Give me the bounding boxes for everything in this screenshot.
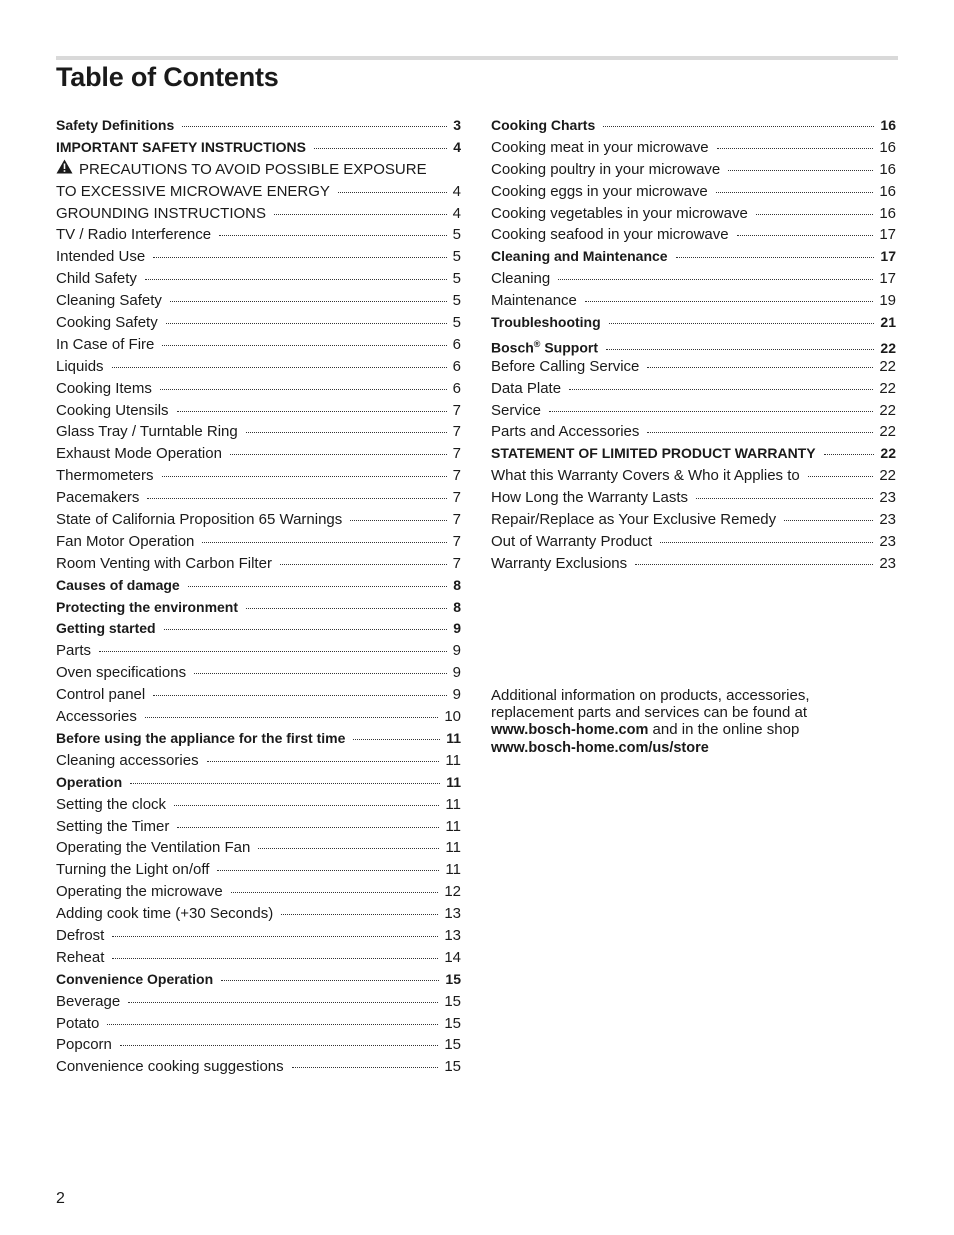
dot-leader (716, 188, 874, 193)
toc-entry-label: Defrost (56, 926, 105, 944)
toc-entry-label: Convenience Operation (56, 970, 214, 987)
dot-leader (717, 144, 874, 149)
toc-entry-label: Intended Use (56, 248, 146, 266)
dot-leader (660, 538, 873, 543)
toc-entry-page: 22 (879, 423, 896, 441)
toc-entry-child-safety[interactable] (56, 268, 461, 290)
toc-right-column (491, 115, 896, 575)
dot-leader (188, 582, 447, 587)
toc-entry-cooking-utensils[interactable] (56, 400, 461, 422)
toc-entry-label: Liquids (56, 357, 104, 375)
dot-leader (728, 166, 873, 171)
toc-entry-label: GROUNDING INSTRUCTIONS (56, 204, 266, 222)
dot-leader (153, 691, 446, 696)
toc-entry-turning-the-light-on-off[interactable] (56, 859, 461, 881)
dot-leader (221, 976, 439, 981)
toc-entry-page: 14 (444, 948, 461, 966)
dot-leader (676, 253, 875, 258)
toc-entry-cooking-items[interactable] (56, 378, 461, 400)
dot-leader (314, 144, 447, 149)
toc-entry-cooking-eggs-in-your-microwave[interactable] (491, 181, 896, 203)
toc-entry-potato[interactable] (56, 1013, 461, 1035)
toc-entry-label: Glass Tray / Turntable Ring (56, 423, 238, 441)
dot-leader (737, 231, 874, 236)
toc-entry-page: 5 (452, 270, 461, 288)
page-number: 2 (56, 1190, 65, 1207)
toc-entry-service[interactable] (491, 400, 896, 422)
dot-leader (292, 1063, 439, 1068)
toc-entry-label: Parts and Accessories (491, 423, 640, 441)
dot-leader (170, 297, 447, 302)
toc-entry-label: Protecting the environment (56, 598, 239, 615)
toc-entry-page: 5 (452, 226, 461, 244)
toc-entry-label: Safety Definitions (56, 117, 175, 133)
toc-entry-page: 22 (879, 401, 896, 419)
dot-leader (112, 954, 438, 959)
toc-entry-page: 9 (453, 620, 461, 637)
toc-entry-before-calling-service[interactable] (491, 356, 896, 378)
toc-entry-page: 22 (879, 379, 896, 397)
toc-entry-page: 19 (879, 292, 896, 310)
toc-entry-grounding-instructions[interactable] (56, 203, 461, 225)
toc-entry-label: Out of Warranty Product (491, 532, 653, 550)
toc-entry-state-of-california-proposition-65-warnings[interactable] (56, 509, 461, 531)
dot-leader (202, 538, 446, 543)
toc-entry-page: 16 (879, 138, 896, 156)
toc-entry-cleaning-accessories[interactable] (56, 750, 461, 772)
toc-entry-label: IMPORTANT SAFETY INSTRUCTIONS (56, 138, 306, 155)
toc-left-column (56, 115, 461, 1078)
toc-entry-label: Cooking Items (56, 379, 152, 397)
toc-entry-before-using-the-appliance-for-the-first-time[interactable] (56, 728, 461, 750)
top-rule (56, 56, 898, 60)
toc-entry-how-long-the-warranty-lasts[interactable] (491, 487, 896, 509)
dot-leader (107, 1020, 438, 1025)
toc-entry-label: Bosch® Support (491, 338, 598, 356)
toc-entry-page: 11 (445, 795, 461, 813)
toc-entry-page: 22 (880, 339, 896, 356)
toc-entry-label: Getting started (56, 620, 156, 637)
toc-entry-label: Causes of damage (56, 576, 180, 593)
toc-entry-label: TO EXCESSIVE MICROWAVE ENERGY (56, 182, 330, 200)
toc-entry-operating-the-microwave[interactable] (56, 881, 461, 903)
toc-entry-label: Pacemakers (56, 489, 140, 507)
dot-leader (145, 713, 438, 718)
toc-entry-page: 12 (444, 883, 461, 901)
dot-leader (635, 560, 873, 565)
toc-entry-page: 23 (879, 532, 896, 550)
toc-entry-adding-cook-time-30-seconds[interactable] (56, 903, 461, 925)
toc-entry-page: 7 (452, 467, 461, 485)
toc-entry-setting-the-timer[interactable] (56, 816, 461, 838)
toc-entry-label: Cooking poultry in your microwave (491, 160, 721, 178)
toc-entry-label: Convenience cooking suggestions (56, 1058, 284, 1076)
toc-entry-tv-radio-interference[interactable] (56, 224, 461, 246)
toc-entry-safety-definitions[interactable] (56, 115, 461, 137)
toc-entry-exhaust-mode-operation[interactable] (56, 443, 461, 465)
toc-entry-beverage[interactable] (56, 991, 461, 1013)
dot-leader (569, 385, 873, 390)
toc-entry-data-plate[interactable] (491, 378, 896, 400)
dot-leader (177, 823, 439, 828)
dot-leader (606, 345, 874, 350)
bosch-store-link[interactable]: www.bosch-home.com/us/store (491, 740, 709, 756)
page-title: Table of Contents (56, 62, 279, 92)
toc-entry-page: 17 (879, 226, 896, 244)
toc-entry-page: 4 (452, 204, 461, 222)
toc-entry-cooking-meat-in-your-microwave[interactable] (491, 137, 896, 159)
toc-entry-cleaning-safety[interactable] (56, 290, 461, 312)
toc-entry-page: 4 (453, 138, 461, 155)
dot-leader (112, 932, 438, 937)
bosch-home-link[interactable]: www.bosch-home.com (491, 722, 649, 738)
dot-leader (696, 494, 873, 499)
toc-entry-label: Before using the appliance for the first time (56, 729, 346, 746)
toc-entry-troubleshooting[interactable] (491, 312, 896, 334)
toc-entry-repair-replace-as-your-exclusive-remedy[interactable] (491, 509, 896, 531)
toc-entry-label: Fan Motor Operation (56, 532, 195, 550)
toc-entry-label: Maintenance (491, 292, 577, 310)
dot-leader (130, 779, 440, 784)
toc-entry-accessories[interactable] (56, 706, 461, 728)
toc-entry-page: 6 (452, 379, 461, 397)
toc-entry-page: 3 (453, 117, 461, 133)
toc-entry-page: 8 (453, 576, 461, 593)
toc-entry-page: 23 (879, 511, 896, 529)
toc-entry-page: 5 (452, 248, 461, 266)
toc-entry-label: Operating the Ventilation Fan (56, 839, 251, 857)
dot-leader (153, 253, 446, 258)
toc-entry-page: 5 (452, 292, 461, 310)
toc-entry-cooking-safety[interactable] (56, 312, 461, 334)
toc-entry-label: Potato (56, 1014, 100, 1032)
toc-entry-popcorn[interactable] (56, 1034, 461, 1056)
dot-leader (549, 407, 873, 412)
dot-leader (280, 560, 447, 565)
dot-leader (756, 210, 874, 215)
toc-entry-convenience-cooking-suggestions[interactable] (56, 1056, 461, 1078)
dot-leader (338, 188, 447, 193)
toc-entry-label: How Long the Warranty Lasts (491, 489, 689, 507)
toc-entry-thermometers[interactable] (56, 465, 461, 487)
toc-entry-label: Cleaning accessories (56, 751, 199, 769)
dot-leader (160, 385, 447, 390)
toc-entry-page: 16 (879, 182, 896, 200)
toc-entry-cleaning[interactable] (491, 268, 896, 290)
toc-entry-label: Turning the Light on/off (56, 861, 210, 879)
toc-entry-reheat[interactable] (56, 947, 461, 969)
toc-entry-what-this-warranty-covers-who-it-applies-to[interactable] (491, 465, 896, 487)
toc-entry-label: Accessories (56, 708, 137, 726)
toc-entry-label: Exhaust Mode Operation (56, 445, 222, 463)
toc-entry-page: 6 (452, 335, 461, 353)
toc-entry-protecting-the-environment[interactable] (56, 597, 461, 619)
dot-leader (112, 363, 447, 368)
dot-leader (145, 275, 447, 280)
toc-entry-label: Cooking meat in your microwave (491, 138, 709, 156)
dot-leader (162, 472, 447, 477)
toc-entry-page: 11 (446, 729, 461, 746)
dot-leader (164, 625, 448, 630)
toc-entry-page: 17 (879, 270, 896, 288)
toc-entry-page: 16 (880, 117, 896, 133)
dot-leader (230, 450, 447, 455)
dot-leader (647, 363, 873, 368)
toc-entry-label: Warranty Exclusions (491, 554, 628, 572)
toc-entry-liquids[interactable] (56, 356, 461, 378)
toc-entry-in-case-of-fire[interactable] (56, 334, 461, 356)
toc-entry-page: 7 (452, 532, 461, 550)
toc-entry-label: Service (491, 401, 542, 419)
toc-entry-intended-use[interactable] (56, 246, 461, 268)
toc-entry-page: 7 (452, 445, 461, 463)
toc-entry-label: Operation (56, 773, 123, 790)
dot-leader (603, 122, 874, 127)
dot-leader (182, 122, 447, 127)
toc-entry-statement-of-limited-product-warranty[interactable] (491, 443, 896, 465)
toc-entry-label: Adding cook time (+30 Seconds) (56, 905, 274, 923)
toc-entry-label: Room Venting with Carbon Filter (56, 554, 272, 572)
dot-leader (219, 231, 447, 236)
toc-entry-page: 9 (452, 686, 461, 704)
toc-entry-page: 7 (452, 423, 461, 441)
toc-entry-label: Child Safety (56, 270, 137, 288)
toc-entry-label: Before Calling Service (491, 357, 640, 375)
toc-entry-out-of-warranty-product[interactable] (491, 531, 896, 553)
toc-entry-page: 5 (452, 314, 461, 332)
dot-leader (147, 494, 446, 499)
toc-entry-room-venting-with-carbon-filter[interactable] (56, 553, 461, 575)
toc-entry-page: 11 (445, 861, 461, 879)
toc-entry-getting-started[interactable] (56, 618, 461, 640)
toc-entry-label: Cleaning (491, 270, 551, 288)
toc-entry-control-panel[interactable] (56, 684, 461, 706)
toc-entry-page: 11 (445, 817, 461, 835)
info-text-1: Additional information on products, accessories, replacement parts and services can be found at (491, 687, 810, 721)
toc-entry-page: 15 (444, 992, 461, 1010)
toc-entry-label: Data Plate (491, 379, 562, 397)
toc-entry-pacemakers[interactable] (56, 487, 461, 509)
dot-leader (558, 275, 873, 280)
warning-triangle-icon (56, 159, 73, 181)
dot-leader (217, 866, 439, 871)
dot-leader (824, 450, 875, 455)
toc-entry-operating-the-ventilation-fan[interactable] (56, 837, 461, 859)
toc-entry-label: STATEMENT OF LIMITED PRODUCT WARRANTY (491, 445, 816, 462)
toc-entry-page: 7 (452, 511, 461, 529)
toc-entry-page: 16 (879, 204, 896, 222)
toc-entry-page: 4 (452, 182, 461, 200)
toc-entry-label: Control panel (56, 686, 146, 704)
toc-entry-page: 23 (879, 554, 896, 572)
toc-entry-page: 22 (879, 467, 896, 485)
toc-entry-cooking-vegetables-in-your-microwave[interactable] (491, 203, 896, 225)
toc-entry-page: 13 (444, 905, 461, 923)
toc-entry-maintenance[interactable] (491, 290, 896, 312)
toc-entry-page: 9 (452, 664, 461, 682)
dot-leader (274, 210, 447, 215)
dot-leader (647, 428, 873, 433)
dot-leader (784, 516, 873, 521)
toc-entry-precautions-to-avoid-possible-exposure[interactable] (56, 159, 461, 203)
toc-entry-page: 7 (452, 554, 461, 572)
toc-entry-parts[interactable] (56, 640, 461, 662)
toc-entry-page: 15 (444, 1014, 461, 1032)
toc-entry-page: 10 (444, 708, 461, 726)
toc-entry-page: 11 (445, 751, 461, 769)
dot-leader (177, 407, 447, 412)
dot-leader (99, 647, 447, 652)
toc-entry-glass-tray-turntable-ring[interactable] (56, 421, 461, 443)
info-text-2: and in the online shop (652, 721, 800, 738)
toc-entry-label: Reheat (56, 948, 105, 966)
dot-leader (609, 319, 875, 324)
toc-entry-label: TV / Radio Interference (56, 226, 212, 244)
dot-leader (246, 428, 447, 433)
toc-entry-label: Thermometers (56, 467, 154, 485)
toc-entry-page: 15 (444, 1058, 461, 1076)
dot-leader (207, 757, 440, 762)
toc-entry-parts-and-accessories[interactable] (491, 421, 896, 443)
toc-entry-label: State of California Proposition 65 Warnings (56, 511, 343, 529)
toc-entry-page: 13 (444, 926, 461, 944)
toc-entry-page: 17 (880, 248, 896, 265)
toc-entry-page: 21 (880, 314, 896, 331)
dot-leader (258, 844, 439, 849)
toc-entry-important-safety-instructions[interactable] (56, 137, 461, 159)
toc-entry-label: Cooking Charts (491, 117, 596, 133)
toc-entry-label: Cooking vegetables in your microwave (491, 204, 748, 222)
toc-entry-page: 15 (445, 970, 461, 987)
toc-entry-label: Oven specifications (56, 664, 187, 682)
additional-info (491, 687, 896, 757)
toc-entry-page: 6 (452, 357, 461, 375)
toc-entry-label: Cooking Utensils (56, 401, 169, 419)
toc-entry-cleaning-and-maintenance[interactable] (491, 246, 896, 268)
toc-entry-page: 11 (446, 773, 461, 790)
toc-entry-label: Operating the microwave (56, 883, 223, 901)
toc-entry-operation[interactable] (56, 772, 461, 794)
toc-entry-label: Cooking eggs in your microwave (491, 182, 708, 200)
toc-entry-page: 16 (879, 160, 896, 178)
toc-entry-oven-specifications[interactable] (56, 662, 461, 684)
toc-entry-cooking-seafood-in-your-microwave[interactable] (491, 224, 896, 246)
dot-leader (162, 341, 446, 346)
toc-entry-label: In Case of Fire (56, 335, 155, 353)
toc-entry-causes-of-damage[interactable] (56, 575, 461, 597)
toc-entry-label: Setting the Timer (56, 817, 170, 835)
toc-entry-page: 7 (452, 489, 461, 507)
toc-entry-bosch-support[interactable] (491, 334, 896, 356)
dot-leader (281, 910, 438, 915)
dot-leader (231, 888, 439, 893)
toc-entry-page: 22 (880, 445, 896, 462)
dot-leader (174, 801, 439, 806)
toc-entry-label: Cooking seafood in your microwave (491, 226, 729, 244)
toc-entry-label: Cleaning Safety (56, 292, 162, 310)
dot-leader (350, 516, 446, 521)
toc-entry-page: 9 (452, 642, 461, 660)
toc-entry-page: 23 (879, 489, 896, 507)
dot-leader (808, 472, 874, 477)
dot-leader (353, 735, 440, 740)
dot-leader (194, 669, 447, 674)
toc-entry-page: 15 (444, 1036, 461, 1054)
toc-entry-defrost[interactable] (56, 925, 461, 947)
dot-leader (128, 998, 438, 1003)
toc-entry-label: Troubleshooting (491, 314, 601, 331)
toc-entry-convenience-operation[interactable] (56, 969, 461, 991)
dot-leader (120, 1041, 438, 1046)
toc-entry-warranty-exclusions[interactable] (491, 553, 896, 575)
toc-entry-page: 7 (452, 401, 461, 419)
toc-entry-label: Beverage (56, 992, 121, 1010)
toc-entry-label: Cooking Safety (56, 314, 158, 332)
toc-entry-label: Parts (56, 642, 92, 660)
toc-entry-label: Cleaning and Maintenance (491, 248, 668, 265)
toc-entry-cooking-poultry-in-your-microwave[interactable] (491, 159, 896, 181)
toc-entry-page: 8 (453, 598, 461, 615)
toc-entry-label: Setting the clock (56, 795, 167, 813)
dot-leader (585, 297, 873, 302)
toc-entry-fan-motor-operation[interactable] (56, 531, 461, 553)
toc-entry-setting-the-clock[interactable] (56, 794, 461, 816)
dot-leader (246, 604, 447, 609)
toc-entry-cooking-charts[interactable] (491, 115, 896, 137)
toc-entry-label: What this Warranty Covers & Who it Applies to (491, 467, 800, 485)
dot-leader (166, 319, 447, 324)
toc-entry-label: Popcorn (56, 1036, 112, 1054)
toc-entry-page: 11 (445, 839, 461, 857)
toc-entry-label: PRECAUTIONS TO AVOID POSSIBLE EXPOSURE (79, 160, 427, 178)
toc-entry-label: Repair/Replace as Your Exclusive Remedy (491, 511, 777, 529)
toc-entry-page: 22 (879, 357, 896, 375)
